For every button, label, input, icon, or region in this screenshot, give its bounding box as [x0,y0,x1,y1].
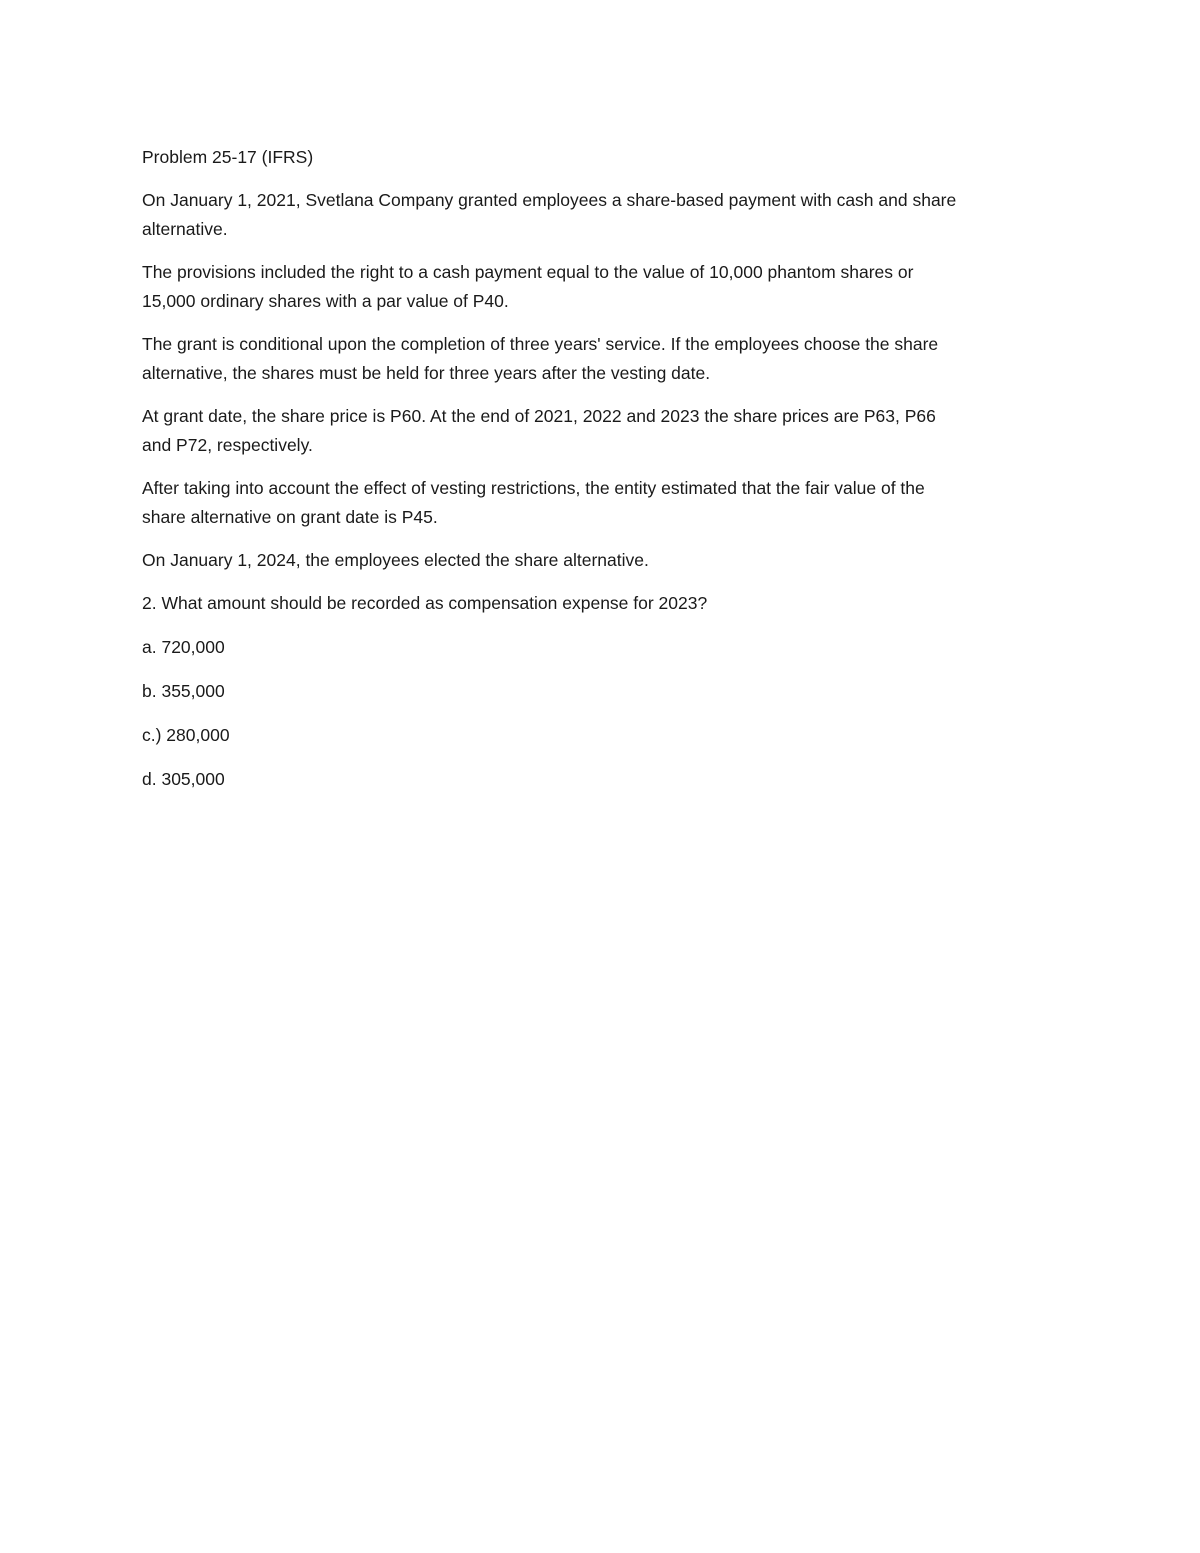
paragraph-line: On January 1, 2024, the employees elected the share alternative. [142,550,649,570]
paragraph-provisions [142,258,1062,316]
paragraph-share-prices [142,402,1062,460]
paragraph-line: On January 1, 2021, Svetlana Company granted employees a share-based payment with cash and share [142,190,957,210]
paragraph-line: share alternative on grant date is P45. [142,507,438,527]
paragraph-conditions [142,330,1062,388]
choice-c: c.) 280,000 [142,725,230,745]
choice-b: b. 355,000 [142,681,225,701]
paragraph-line: After taking into account the effect of vesting restrictions, the entity estimated that the fair value of the [142,478,925,498]
choice-a: a. 720,000 [142,637,225,657]
document-body [142,143,1062,809]
paragraph-line: alternative, the shares must be held for three years after the vesting date. [142,363,711,383]
paragraph-line: and P72, respectively. [142,435,313,455]
paragraph-fair-value [142,474,1062,532]
paragraph-line: alternative. [142,219,228,239]
paragraph-election [142,546,1062,575]
paragraph-line: The grant is conditional upon the completion of three years' service. If the employees choose the share [142,334,939,354]
paragraph-line: The provisions included the right to a cash payment equal to the value of 10,000 phantom shares or [142,262,914,282]
choice-d: d. 305,000 [142,769,225,789]
paragraph-line: 15,000 ordinary shares with a par value of P40. [142,291,509,311]
paragraph-grant [142,186,1062,244]
paragraph-line: At grant date, the share price is P60. At the end of 2021, 2022 and 2023 the share prices are P63, P66 [142,406,936,426]
problem-title: Problem 25-17 (IFRS) [142,147,314,167]
question-text: 2. What amount should be recorded as compensation expense for 2023? [142,593,708,613]
